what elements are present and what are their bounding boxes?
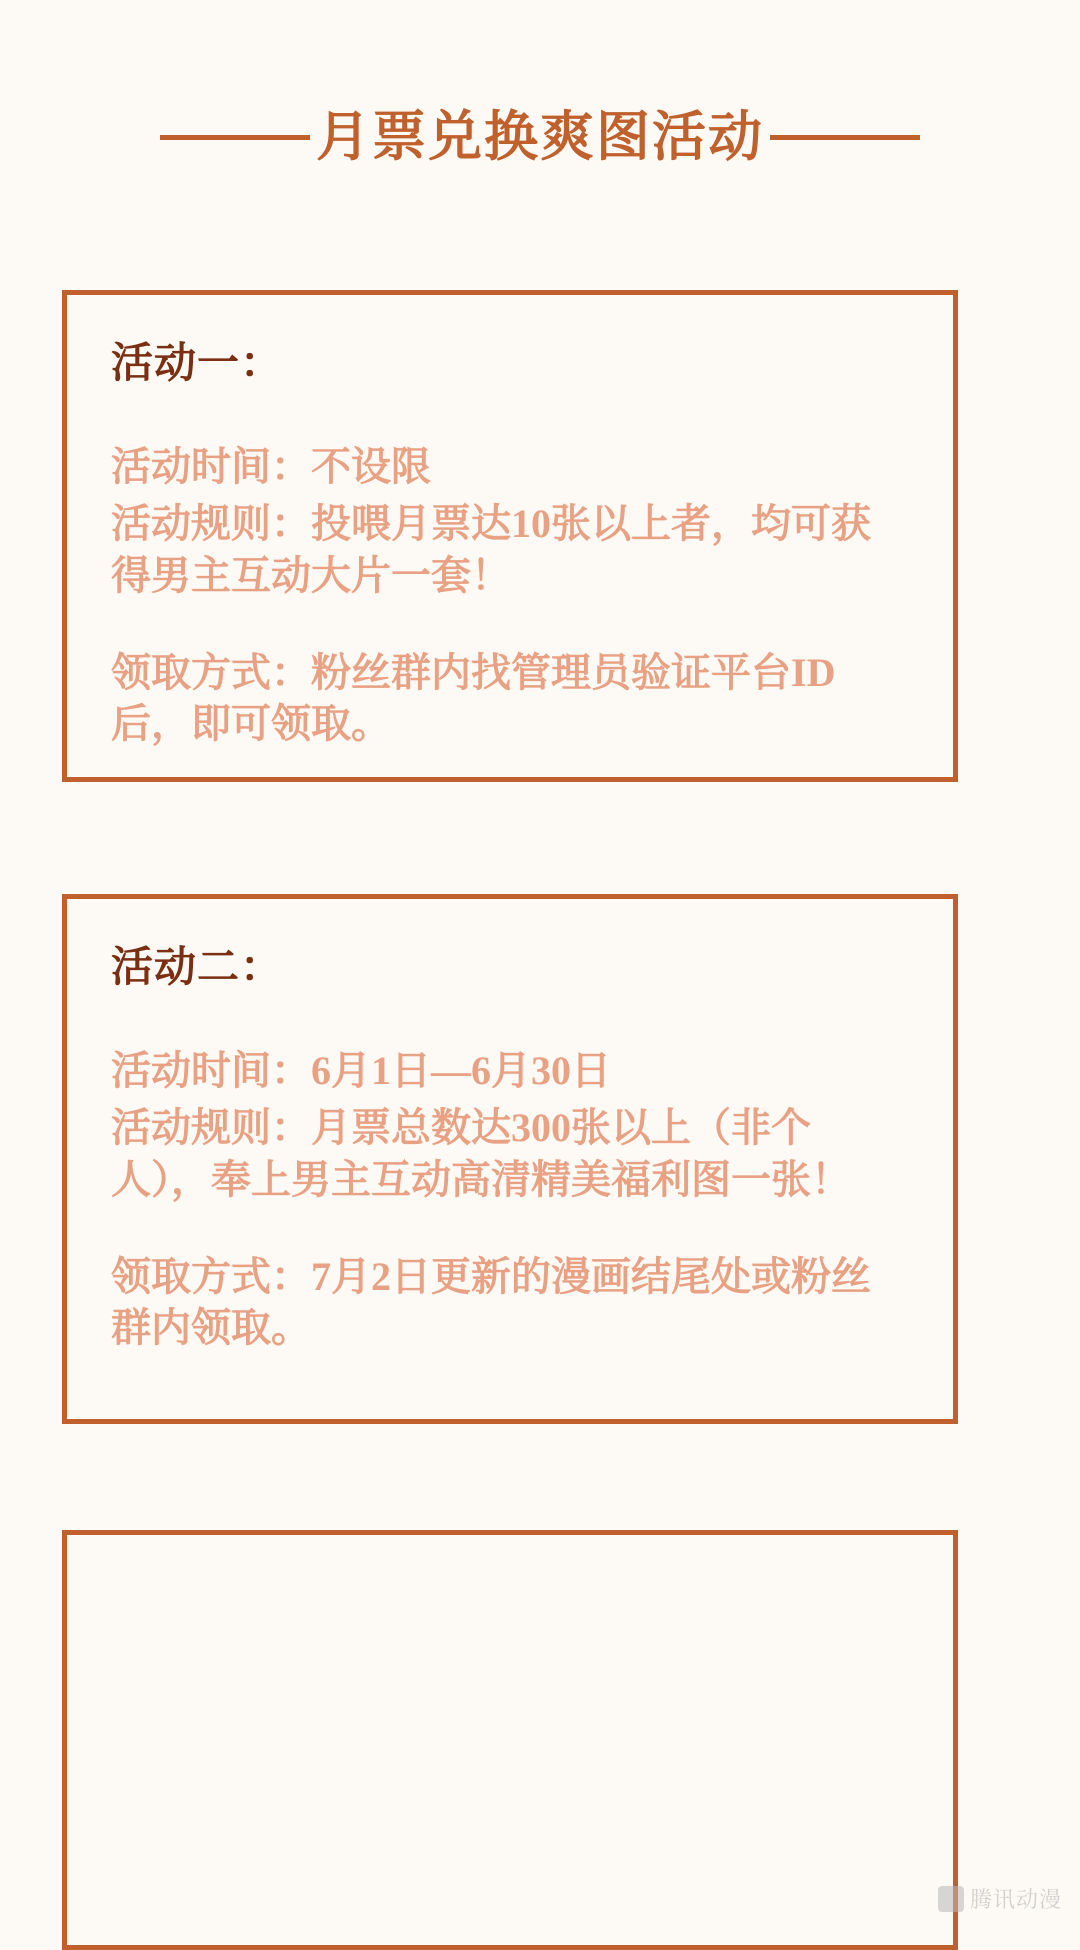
page-title (0, 108, 1080, 167)
activity-card-2 (62, 894, 958, 1424)
activity-card-1 (62, 290, 958, 782)
page-title-text: 月票兑换爽图活动 (316, 107, 764, 167)
activity-card-3 (62, 1530, 958, 1950)
activity-1-claim: 领取方式：粉丝群内找管理员验证平台ID后，即可领取。 (111, 649, 836, 746)
activity-1-rules: 活动规则：投喂月票达10张以上者，均可获得男主互动大片一套！ (111, 501, 871, 598)
watermark-text: 腾讯动漫 (969, 1887, 1062, 1912)
activity-2-heading: 活动二： (111, 945, 284, 991)
title-rule-right (770, 135, 920, 140)
activity-2-time: 活动时间：6月1日—6月30日 (111, 1048, 611, 1094)
activity-2-rules: 活动规则：月票总数达300张以上（非个人），奉上男主互动高清精美福利图一张！ (111, 1105, 851, 1202)
activity-1-heading: 活动一： (111, 341, 284, 387)
watermark-logo-icon (938, 1886, 964, 1912)
activity-2-claim: 领取方式：7月2日更新的漫画结尾处或粉丝群内领取。 (111, 1253, 871, 1350)
title-rule-left (160, 135, 310, 140)
activity-1-time: 活动时间：不设限 (111, 444, 431, 490)
watermark (938, 1883, 1062, 1914)
